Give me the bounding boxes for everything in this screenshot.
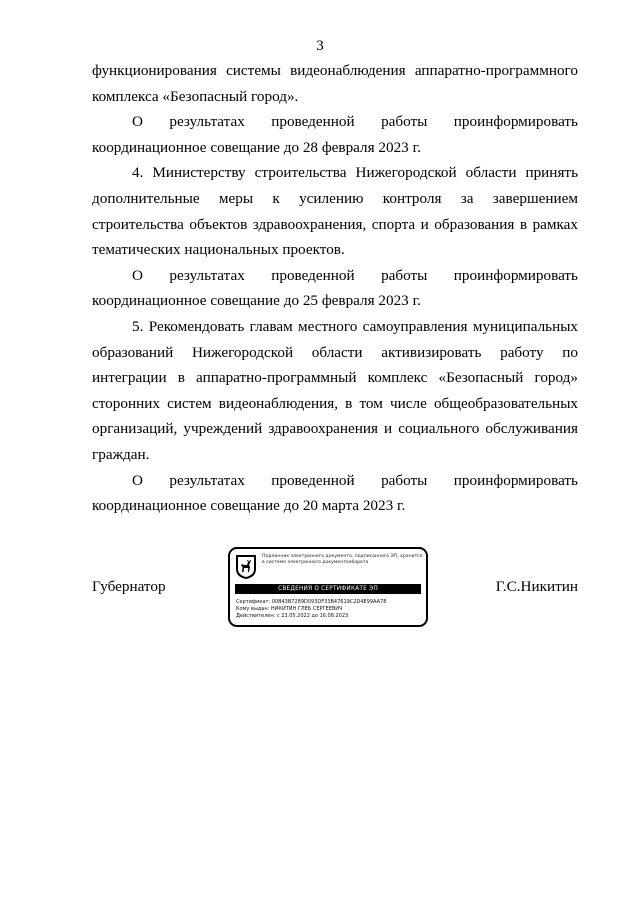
certificate-details — [236, 599, 422, 620]
signatory-name: Г.С.Никитин — [495, 578, 578, 595]
certificate-value: 00B43B7289D093DF33B47619C2D4E99AA78 — [271, 599, 387, 605]
paragraph-3: 4. Министерству строительства Нижегородской области принять дополнительные меры к усилению контроля за завершением строительства объектов здравоохранения, спорта и образования в рамках тематических национальных проектов. — [92, 164, 578, 259]
paragraph-5: 5. Рекомендовать главам местного самоуправления муниципальных образований Нижегородской области активизировать работу по интеграции в аппаратно-программный комплекс «Безопасный город» сторонних систем видеонаблюдения, в том числе общеобразовательных организаций, учреждений здравоохранения и социального обслуживания граждан. — [92, 317, 578, 463]
owner-row — [236, 606, 422, 613]
paragraph-1: функционирования системы видеонаблюдения аппаратно-программного комплекса «Безопасный город». — [92, 62, 578, 105]
stamp-note: Подлинник электронного документа, подписанного ЭП, хранится в системе электронного документооборота — [262, 554, 423, 565]
owner-value: НИКИТИН ГЛЕБ СЕРГЕЕВИЧ — [270, 606, 343, 612]
paragraph-2: О результатах проведенной работы проинформировать координационное совещание до 28 февраля 2023 г. — [92, 113, 578, 156]
certificate-row — [236, 599, 422, 606]
owner-label: Кому выдан: — [236, 606, 270, 612]
validity-value: с 23.05.2022 до 16.08.2023 — [276, 613, 349, 619]
validity-row — [236, 613, 422, 620]
signatory-title: Губернатор — [92, 578, 166, 595]
page-number: 3 — [316, 38, 324, 54]
electronic-signature-stamp — [228, 547, 428, 627]
signature-block — [92, 547, 578, 631]
paragraph-4: О результатах проведенной работы проинформировать координационное совещание до 25 февраля 2023 г. — [92, 266, 578, 310]
document-body — [92, 58, 578, 519]
certificate-banner: СВЕДЕНИЯ О СЕРТИФИКАТЕ ЭП — [235, 584, 421, 594]
validity-label: Действителен: — [236, 613, 276, 619]
nizhny-novgorod-deer-emblem-icon — [235, 554, 257, 580]
paragraph-6: О результатах проведенной работы проинформировать координационное совещание до 20 марта 2023 г. — [92, 471, 578, 515]
certificate-label: Сертификат: — [236, 599, 271, 605]
